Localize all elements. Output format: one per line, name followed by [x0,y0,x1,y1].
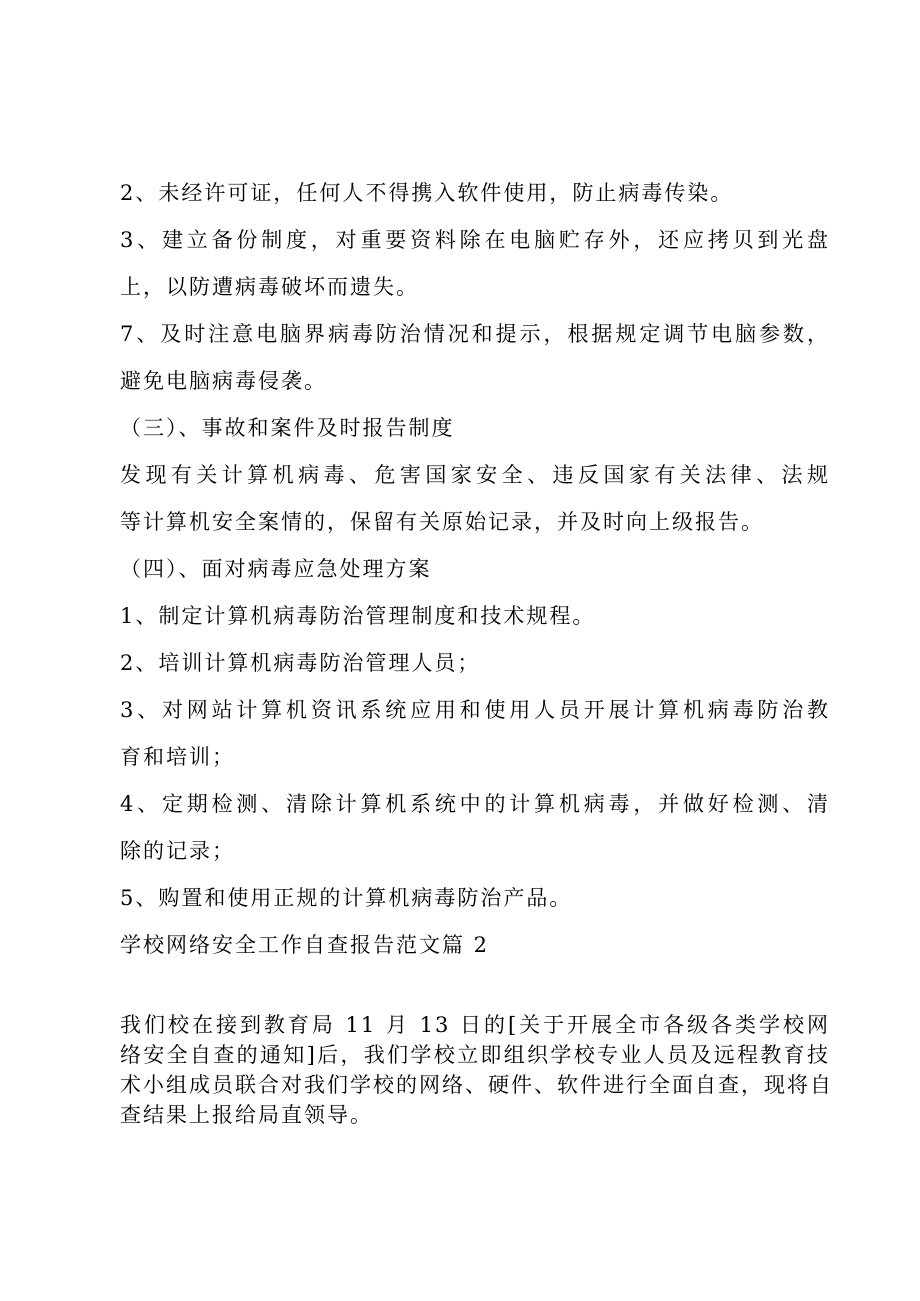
paragraph-line: 3、建立备份制度，对重要资料除在电脑贮存外，还应拷贝到光盘 [120,228,830,252]
paragraph-line: 5、购置和使用正规的计算机病毒防治产品。 [120,886,573,910]
paragraph-line: 3、对网站计算机资讯系统应用和使用人员开展计算机病毒防治教 [120,698,830,722]
section-heading: （四）、面对病毒应急处理方案 [120,557,432,581]
paragraph-line: 我们校在接到教育局 11 月 13 日的[关于开展全市各级各类学校网 [120,1013,830,1037]
paragraph-line: 发现有关计算机病毒、危害国家安全、违反国家有关法律、法规 [120,463,830,487]
paragraph-line: 络安全自查的通知]后，我们学校立即组织学校专业人员及远程教育技 [120,1043,830,1067]
paragraph-line: 4、定期检测、清除计算机系统中的计算机病毒，并做好检测、清 [120,792,830,816]
paragraph-line: 除的记录； [120,839,235,863]
paragraph-line: 查结果上报给局直领导。 [120,1103,373,1127]
paragraph-line: 育和培训； [120,745,235,769]
paragraph-line: 2、未经许可证，任何人不得携入软件使用，防止病毒传染。 [120,181,734,205]
paragraph-line: 7、及时注意电脑界病毒防治情况和提示，根据规定调节电脑参数， [120,322,830,346]
document-body [120,170,830,969]
paragraph-line: 2、培训计算机病毒防治管理人员； [120,651,481,675]
paragraph-line: 1、制定计算机病毒防治管理制度和技术规程。 [120,604,596,628]
article-title: 学校网络安全工作自查报告范文篇 2 [120,933,490,957]
paragraph-line: 上，以防遭病毒破坏而遗失。 [120,275,419,299]
document-body-continued [120,1010,833,1130]
paragraph-line: 术小组成员联合对我们学校的网络、硬件、软件进行全面自查，现将自 [120,1073,833,1097]
paragraph-line: 避免电脑病毒侵袭。 [120,369,327,393]
section-heading: （三）、事故和案件及时报告制度 [120,416,455,440]
paragraph-line: 等计算机安全案情的，保留有关原始记录，并及时向上级报告。 [120,510,764,534]
